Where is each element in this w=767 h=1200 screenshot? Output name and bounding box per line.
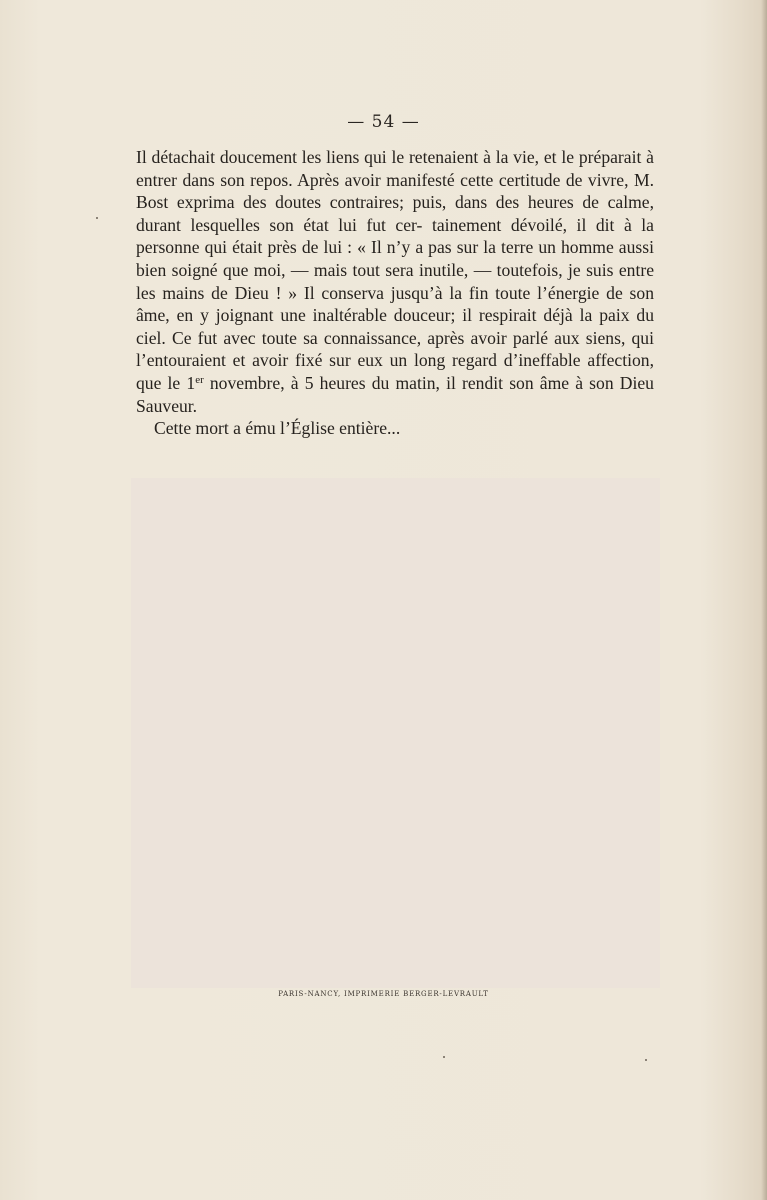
page-edge-shadow — [761, 0, 767, 1200]
text-line: y joignant une inaltérable douceur; il respirait déjà la paix du — [200, 305, 654, 326]
text-line: tainement dévoilé, il dit à la personne qui était près de lui : « Il — [136, 214, 654, 258]
page-number: — 54 — — [347, 112, 420, 132]
text-line: il rendit son âme à son Dieu Sauveur. — [136, 372, 654, 416]
text-line: ciel. Ce fut avec toute sa connaissance, après avoir parlé aux — [136, 327, 580, 348]
text-line: n’y a pas sur la terre un homme aussi bien soigné que moi, — — [136, 237, 654, 280]
paper-speck — [443, 1056, 445, 1058]
printer-imprint: PARIS-NANCY, IMPRIMERIE BERGER-LEVRAULT — [278, 990, 489, 998]
blank-image-area — [131, 478, 660, 988]
paragraph-2: Cette mort a ému l’Église entière... — [154, 418, 401, 439]
paper-speck — [645, 1059, 647, 1061]
text-line: Il détachait doucement les liens qui le retenaient à la vie, et le — [136, 147, 575, 167]
ordinal-superscript: er — [195, 373, 204, 386]
paper-speck — [96, 217, 98, 219]
text-line: Dieu ! » Il conserva jusqu’à la fin toute l’énergie de son âme, en — [136, 282, 654, 326]
text-line: certitude de vivre, M. Bost exprima des doutes contraires; puis, — [136, 169, 654, 213]
text-line: dans des heures de calme, durant lesquelles son état lui fut cer- — [136, 192, 654, 235]
text-line: novembre, à 5 heures du matin, — [203, 372, 440, 393]
text-line: préparait à entrer dans son repos. Après avoir manifesté cette — [136, 147, 654, 190]
text-line: mais tout sera inutile, — toutefois, je suis entre les mains de — [136, 259, 655, 303]
paragraph-1 — [136, 146, 654, 417]
text-line: d’ineffable affection, que le 1 — [136, 350, 654, 393]
body-text — [136, 146, 654, 440]
text-line: siens, qui l’entouraient et avoir fixé sur eux un long regard — [136, 327, 654, 371]
